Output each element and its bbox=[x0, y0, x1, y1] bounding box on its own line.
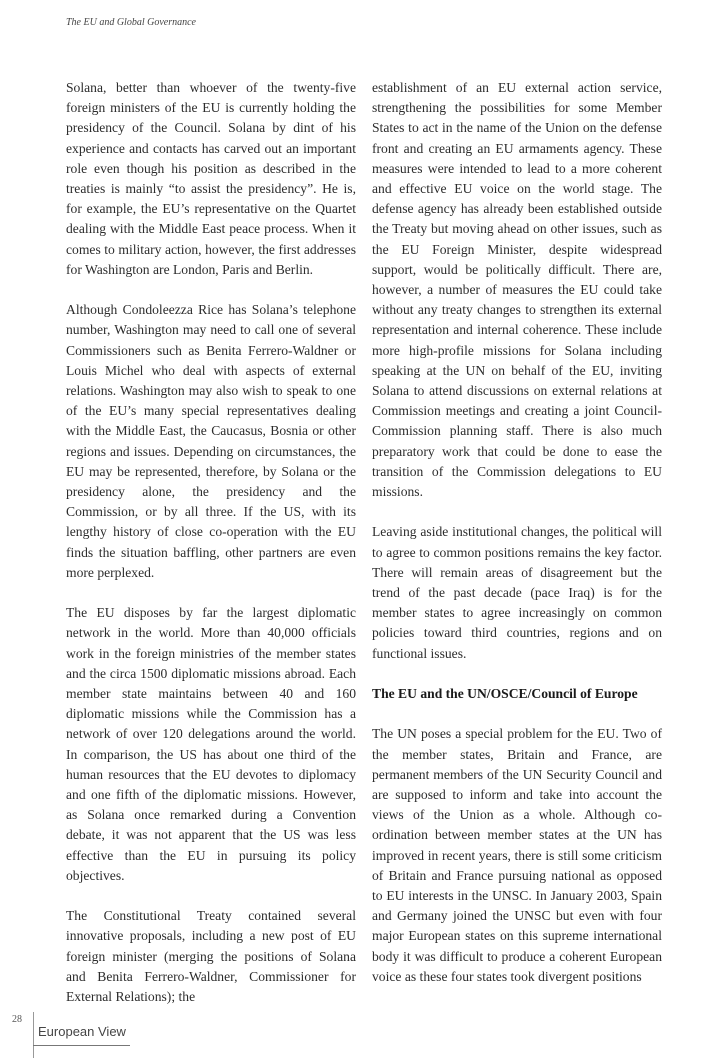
footer-rule bbox=[33, 1045, 130, 1046]
paragraph: The UN poses a special problem for the EU. Two of the member states, Britain and France, are permanent members of the UN Security Council and are supposed to inform and take into account the views of the Union as a whole. Although co-ordination between member states at the UN has improved in recent years, there is still some criticism of Britain and France pursuing national as opposed to EU interests in the UNSC. In January 2003, Spain and Germany joined the UNSC but even with four major European states on this supreme international body it was difficult to produce a coherent European voice as these four states took divergent positions bbox=[372, 726, 662, 984]
publication-title: European View bbox=[38, 1024, 126, 1039]
paragraph: Although Condoleezza Rice has Solana’s telephone number, Washington may need to call one of several Commissioners such as Benita Ferrero-Waldner or Louis Michel who deal with aspects of external relations. Washington may also wish to speak to one of the EU’s many special representatives dealing with the Middle East, the Caucasus, Bosnia or other regions and issues. Depending on circumstances, the EU may be represented, therefore, by Solana or the presidency alone, the presidency and the Commission, or by all three. If the US, with its lengthy history of close co-operation with the EU finds the situation baffling, other partners are even more perplexed. bbox=[66, 302, 356, 580]
paragraph: The Constitutional Treaty contained several innovative proposals, including a new post of EU foreign minister (merging the positions of Solana and Benita Ferrero-Waldner, Commissioner for External Relations); the bbox=[66, 908, 356, 1005]
paragraph: Leaving aside institutional changes, the political will to agree to common positions remains the key factor. There will remain areas of disagreement but the trend of the past decade (pace Iraq) is for the member states to agree increasingly on common policies toward third countries, regions and on functional issues. bbox=[372, 524, 662, 661]
page-number: 28 bbox=[12, 1014, 22, 1025]
paragraph: Solana, better than whoever of the twenty-five foreign ministers of the EU is currently holding the presidency of the Council. Solana by dint of his experience and contacts has carved out an important role even though his position as described in the treaties is mainly “to assist the presidency”. He is, for example, the EU’s representative on the Quartet dealing with the Middle East peace process. When it comes to military action, however, the first addresses for Washington are London, Paris and Berlin. bbox=[66, 80, 356, 277]
right-column bbox=[372, 78, 662, 1007]
running-head: The EU and Global Governance bbox=[66, 17, 196, 28]
paragraph: establishment of an EU external action service, strengthening the possibilities for some Member States to act in the name of the Union on the defense front and creating an EU armaments agency. These measures were intended to lead to a more coherent and effective EU voice on the world stage. The defense agency has already been established outside the Treaty but moving ahead on other issues, such as the EU Foreign Minister, despite widespread support, would be politically difficult. There are, however, a number of measures the EU could take without any treaty changes to strengthen its external representation and internal coherence. These include more high-profile missions for Solana including speaking at the UN on behalf of the EU, inviting Solana to attend discussions on external relations at Commission meetings and creating a joint Council-Commission planning staff. There is also much preparatory work that could be done to ease the transition of the Commission delegations to EU missions. bbox=[372, 80, 662, 500]
paragraph: The EU disposes by far the largest diplomatic network in the world. More than 40,000 officials work in the foreign ministries of the member states and the circa 1500 diplomatic missions abroad. Each member state maintains between 40 and 160 diplomatic missions while the Commission has a network of over 120 delegations around the world. In comparison, the US has about one third of the human resources that the EU devotes to diplomacy and one fifth of the diplomatic missions. However, as Solana once remarked during a Convention debate, it was not apparent that the US was less effective than the EU in pursuing its policy objectives. bbox=[66, 605, 356, 883]
section-heading: The EU and the UN/OSCE/Council of Europe bbox=[372, 686, 638, 702]
left-column bbox=[66, 78, 356, 1027]
